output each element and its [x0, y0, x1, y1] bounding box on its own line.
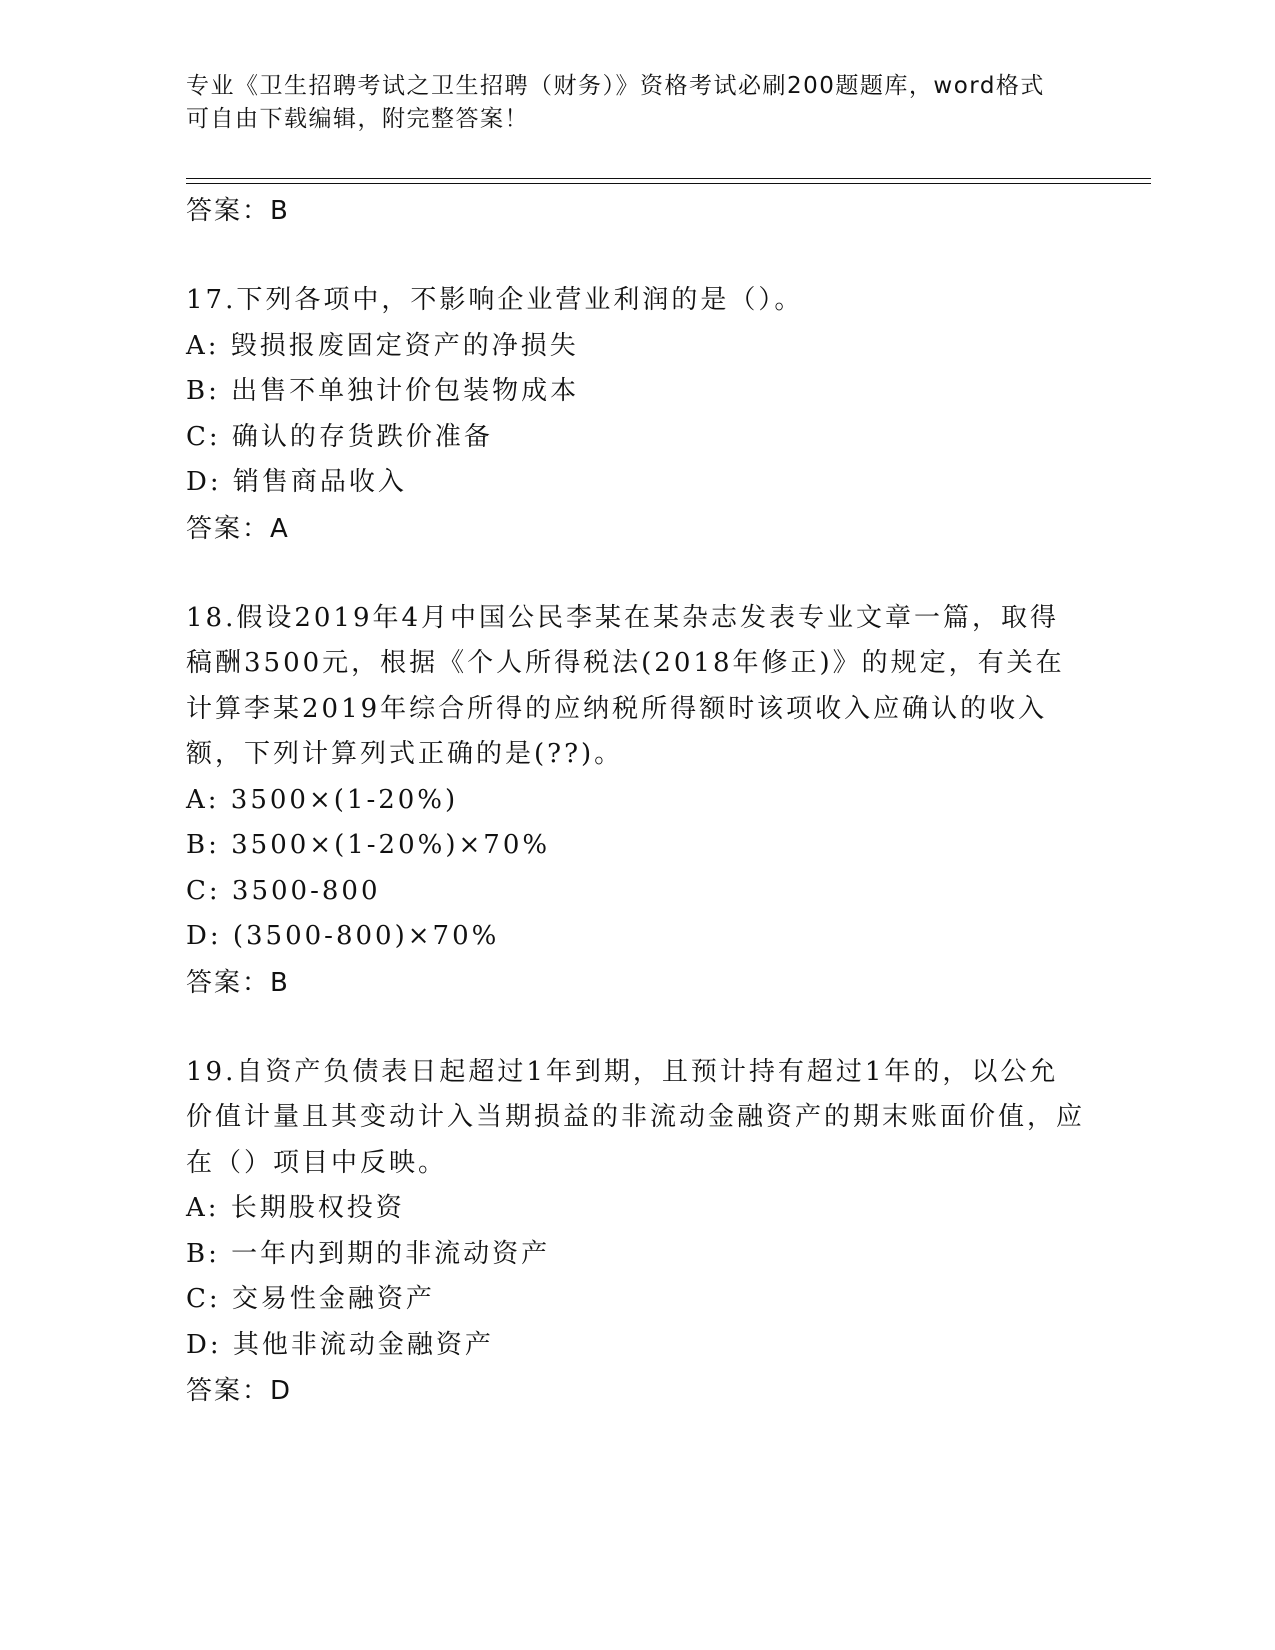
header-line-1: 专业《卫生招聘考试之卫生招聘（财务）》资格考试必刷200题题库，word格式 [186, 73, 1045, 99]
answer-line: 答案：A [186, 513, 290, 544]
option-b: B: 一年内到期的非流动资产 [186, 1238, 551, 1269]
answer-line: 答案：B [186, 967, 290, 998]
option-c: C: 3500-800 [186, 875, 381, 906]
question-19 [186, 1050, 1086, 1415]
option-b: B: 出售不单独计价包装物成本 [186, 376, 580, 406]
option-d: D: 其他非流动金融资产 [186, 1329, 494, 1360]
option-d: D: 销售商品收入 [186, 467, 407, 497]
option-b: B: 3500×(1-20%)×70% [186, 830, 551, 860]
document-header [186, 70, 1086, 136]
header-rule-bottom [186, 183, 1151, 184]
document-body [186, 188, 1086, 1414]
previous-answer: 答案：B [186, 196, 290, 226]
question-stem: 17.下列各项中，不影响企业营业利润的是（）。 [186, 285, 804, 315]
answer-line: 答案：D [186, 1376, 293, 1406]
option-c: C: 交易性金融资产 [186, 1284, 435, 1314]
question-17 [186, 278, 1086, 552]
option-a: A: 长期股权投资 [186, 1193, 405, 1223]
option-d: D: (3500-800)×70% [186, 921, 500, 951]
option-a: A: 毁损报废固定资产的净损失 [186, 330, 579, 361]
question-stem: 18.假设2019年4月中国公民李某在某杂志发表专业文章一篇，取得稿酬3500元，根据《个人所得税法(2018年修正)》的规定，有关在计算李某2019年综合所得的应纳税所得额时该项收入应确认的收入额，下列计算列式正确的是(??)。 [186, 602, 1065, 769]
header-rule-top [186, 178, 1151, 179]
option-c: C: 确认的存货跌价准备 [186, 421, 493, 452]
option-a: A: 3500×(1-20%) [186, 784, 459, 815]
header-line-2: 可自由下载编辑，附完整答案！ [186, 106, 529, 132]
question-18 [186, 596, 1086, 1006]
question-stem: 19.自资产负债表日起超过1年到期，且预计持有超过1年的，以公允价值计量且其变动计入当期损益的非流动金融资产的期末账面价值，应在（）项目中反映。 [186, 1056, 1086, 1178]
